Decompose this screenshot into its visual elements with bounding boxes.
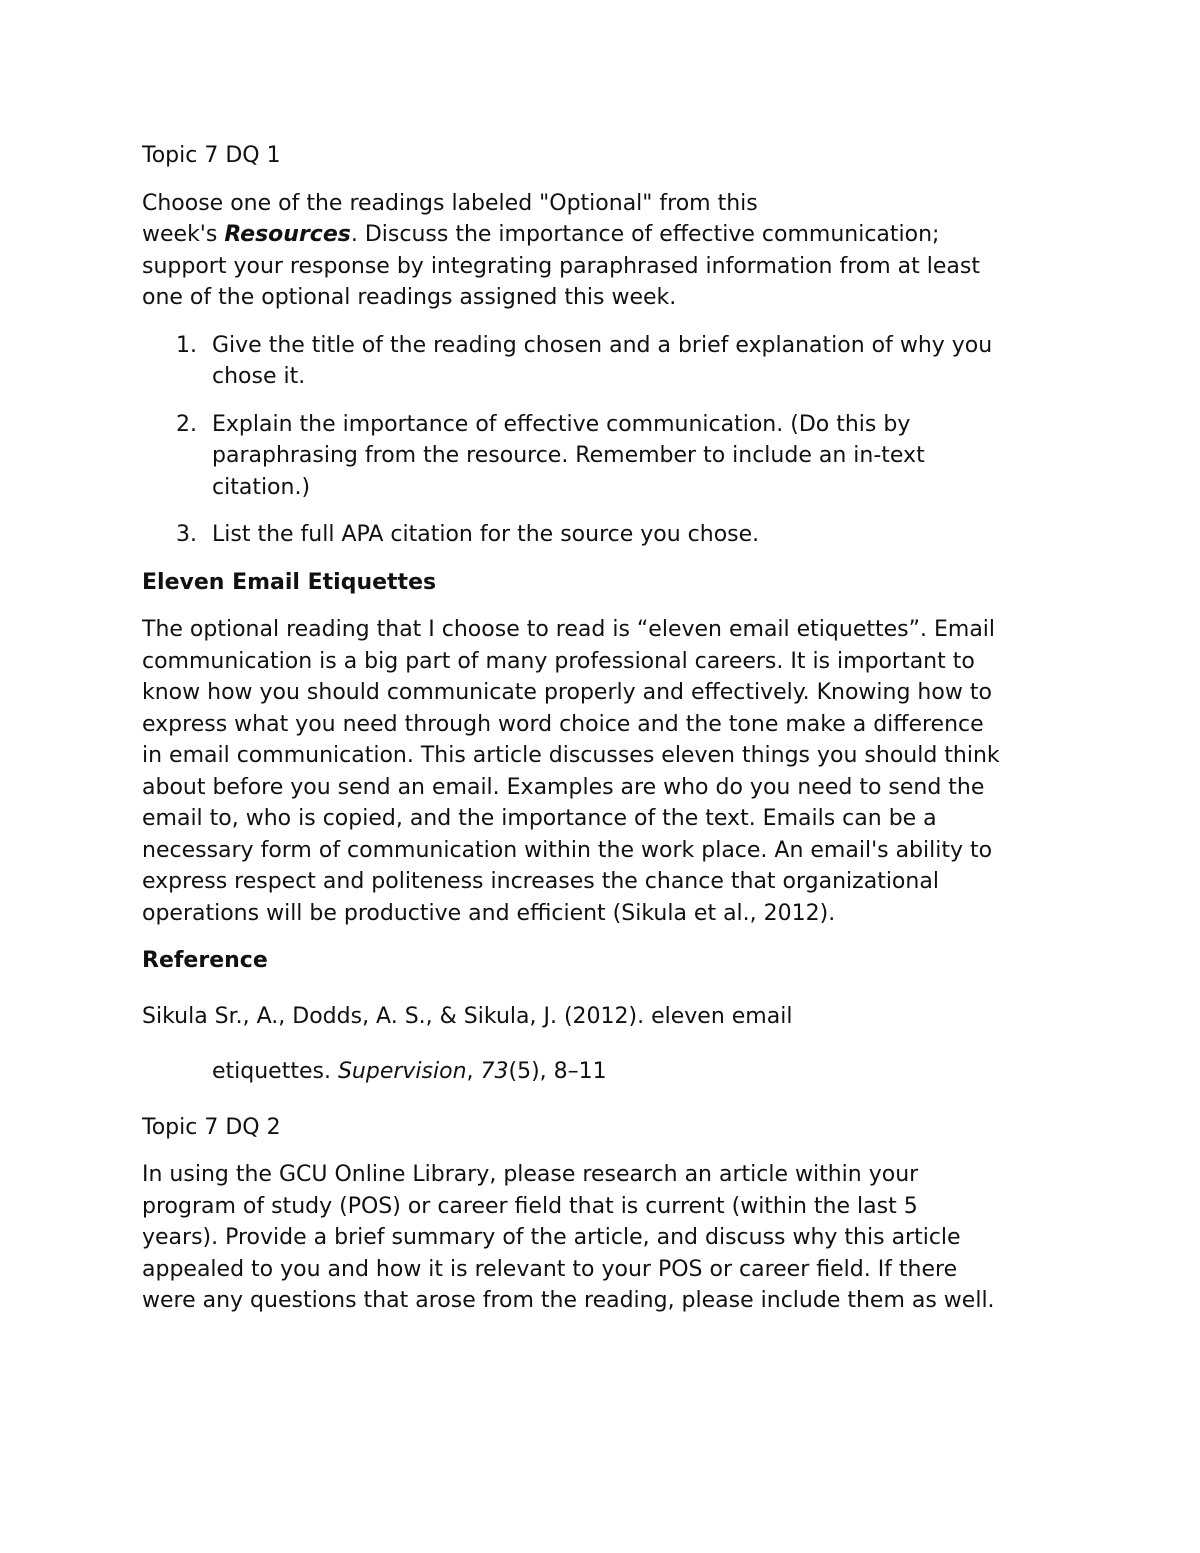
prompt-line-4: one of the optional readings assigned this week. <box>142 285 677 310</box>
reference-heading: Reference <box>142 948 268 973</box>
instruction-line: Explain the importance of effective communication. (Do this by <box>212 411 911 437</box>
response-line: The optional reading that I choose to read is “eleven email etiquettes”. Email <box>142 617 996 642</box>
topic2-line: program of study (POS) or career field that is current (within the last 5 <box>142 1193 918 1219</box>
reference-citation-line-1: Sikula Sr., A., Dodds, A. S., & Sikula, J. (2012). eleven email <box>142 1003 793 1029</box>
document-page <box>142 140 1072 1333</box>
reference-citation-line-2 <box>142 1056 1072 1088</box>
prompt-line-2 <box>142 219 1072 251</box>
prompt-line-2-end: . Discuss the importance of effective communication; <box>350 222 940 247</box>
response-line: email to, who is copied, and the importance of the text. Emails can be a <box>142 806 937 831</box>
topic2-title: Topic 7 DQ 2 <box>142 1114 281 1140</box>
citation-separator: , <box>466 1059 481 1084</box>
journal-name: Supervision <box>337 1059 467 1084</box>
topic2-line: years). Provide a brief summary of the article, and discuss why this article <box>142 1225 961 1250</box>
response-line: in email communication. This article discusses eleven things you should think <box>142 743 1000 768</box>
reference-spacer <box>142 977 1072 1001</box>
citation-title-end: etiquettes. <box>212 1059 338 1084</box>
topic2-line: In using the GCU Online Library, please research an article within your <box>142 1162 919 1187</box>
journal-volume: 73 <box>480 1059 509 1084</box>
response-line: know how you should communicate properly and effectively. Knowing how to <box>142 680 992 705</box>
prompt-line-2-start: week's <box>142 222 225 247</box>
topic2-line: appealed to you and how it is relevant to your POS or career field. If there <box>142 1256 958 1282</box>
prompt-line-3: support your response by integrating paraphrased information from at least <box>142 253 980 279</box>
instruction-item <box>142 409 1072 504</box>
resources-emphasis: Resources <box>224 222 351 247</box>
instruction-item <box>142 519 1072 551</box>
prompt-line-1: Choose one of the readings labeled "Optional" from this <box>142 190 758 216</box>
response-heading: Eleven Email Etiquettes <box>142 569 437 595</box>
response-line: operations will be productive and efficient (Sikula et al., 2012). <box>142 900 836 926</box>
citation-issue-pages: (5), 8–11 <box>508 1059 607 1084</box>
response-line: necessary form of communication within the work place. An email's ability to <box>142 837 993 863</box>
response-line: express respect and politeness increases the chance that organizational <box>142 869 939 894</box>
instruction-line: paraphrasing from the resource. Remember to include an in-text <box>212 443 925 468</box>
topic2-line: were any questions that arose from the reading, please include them as well. <box>142 1288 995 1313</box>
response-paragraph <box>142 614 1072 929</box>
response-line: about before you send an email. Examples are who do you need to send the <box>142 774 985 800</box>
instruction-number: 2. <box>176 411 197 437</box>
instruction-item <box>142 330 1072 393</box>
response-line: express what you need through word choice and the tone make a difference <box>142 711 984 737</box>
topic2-prompt <box>142 1159 1072 1317</box>
topic1-title: Topic 7 DQ 1 <box>142 143 281 168</box>
response-line: communication is a big part of many professional careers. It is important to <box>142 648 975 674</box>
instruction-line: Give the title of the reading chosen and a brief explanation of why you <box>212 332 993 358</box>
instruction-line: chose it. <box>212 364 306 389</box>
instruction-line: List the full APA citation for the source you chose. <box>212 522 760 547</box>
instructions-list <box>142 330 1072 551</box>
topic1-prompt <box>142 188 1072 314</box>
instruction-line: citation.) <box>212 474 311 500</box>
instruction-number: 3. <box>176 522 197 547</box>
instruction-number: 1. <box>176 332 197 358</box>
